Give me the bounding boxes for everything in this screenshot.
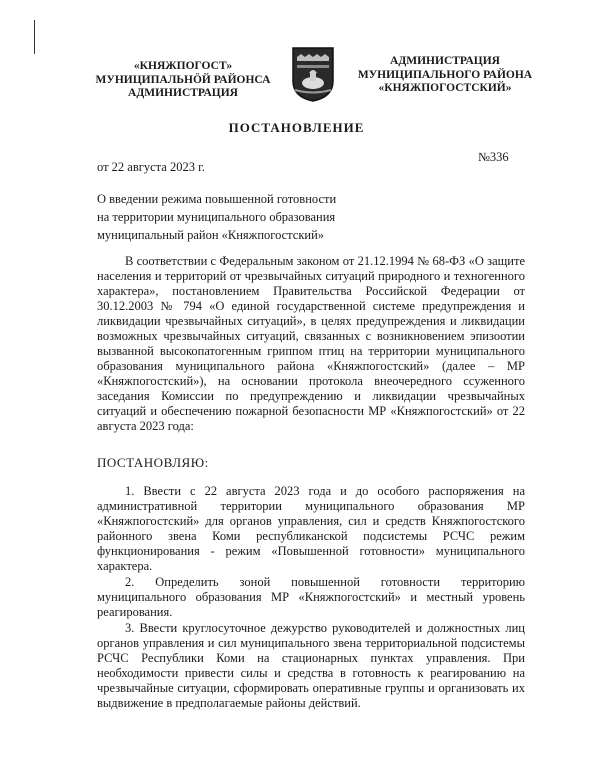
document-title: ПОСТАНОВЛЕНИЕ: [228, 120, 365, 135]
document-number: №336: [478, 150, 509, 164]
header-right-line: АДМИНИСТРАЦИЯ: [390, 55, 500, 67]
document-date: от 22 августа 2023 г.: [97, 160, 205, 174]
decree-word: ПОСТАНОВЛЯЮ:: [97, 455, 209, 470]
header-left-line: МУНИЦИПАЛЬНÖЙ РАЙОНСА: [95, 73, 271, 86]
preamble: [97, 254, 525, 434]
header-right-line: «КНЯЖПОГОСТСКИЙ»: [378, 82, 512, 94]
decree-item: 3. Ввести круглосуточное дежурство руководителей и должностных лиц органов управления и сил муниципального звена территориальной подсистемы РСЧС Республики Коми на стационарных пунктах управления. При необходимости привести силы и средства в готовность к реагированию на чрезвычайные ситуации, сформировать оперативные группы и организовать их выдвижение в предполагаемые районы действий.: [97, 621, 525, 710]
header-left-block: [88, 60, 278, 101]
margin-mark: [34, 20, 35, 54]
decree-item: 2. Определить зоной повышенной готовности территорию муниципального образования МР «Княжпогостский» и местный уровень реагирования.: [97, 575, 525, 619]
subject-line: О введении режима повышенной готовности: [97, 192, 337, 206]
decree-item: 1. Ввести с 22 августа 2023 года и до особого распоряжения на административной территории муниципального образования МР «Княжпогостский» для органов управления, сил и средств Княжпогостского районного звена Коми республиканской подсистемы РСЧС режим функционирования - режим «Повышенной готовности» муниципального характера.: [97, 484, 525, 573]
coat-of-arms-icon: [290, 45, 336, 103]
preamble-text: В соответствии с Федеральным законом от 21.12.1994 № 68-ФЗ «О защите населения и территорий от чрезвычайных ситуаций природного и техногенного характера», постановлением Правительства Российской Федерации от 30.12.2003 № 794 «О единой государственной системе предупреждения и ликвидации чрезвычайных ситуаций», в целях предупреждения и ликвидации возможных чрезвычайных ситуаций, связанных с возникновением эпизоотии вызванной высокопатогенным гриппом птиц на территории муниципального образования муниципального района «Княжпогостский» (далее – МР «Княжпогостский»), на основании протокола внеочередного ссуженного заседания Комиссии по предупреждению и ликвидации чрезвычайных ситуаций и обеспечению пожарной безопасности МР «Княжпогостский» от 22 августа 2023 года:: [97, 254, 525, 433]
header-left-line: АДМИНИСТРАЦИЯ: [128, 87, 238, 99]
document-subject: [97, 190, 397, 244]
subject-line: муниципальный район «Княжпогостский»: [97, 228, 325, 242]
decree-items: [97, 484, 525, 712]
header-right-line: МУНИЦИПАЛЬНОГО РАЙОНА: [357, 68, 533, 81]
subject-line: на территории муниципального образования: [97, 210, 336, 224]
header-left-line: «КНЯЖПОГОСТ»: [133, 60, 233, 72]
header-right-block: [345, 55, 545, 96]
